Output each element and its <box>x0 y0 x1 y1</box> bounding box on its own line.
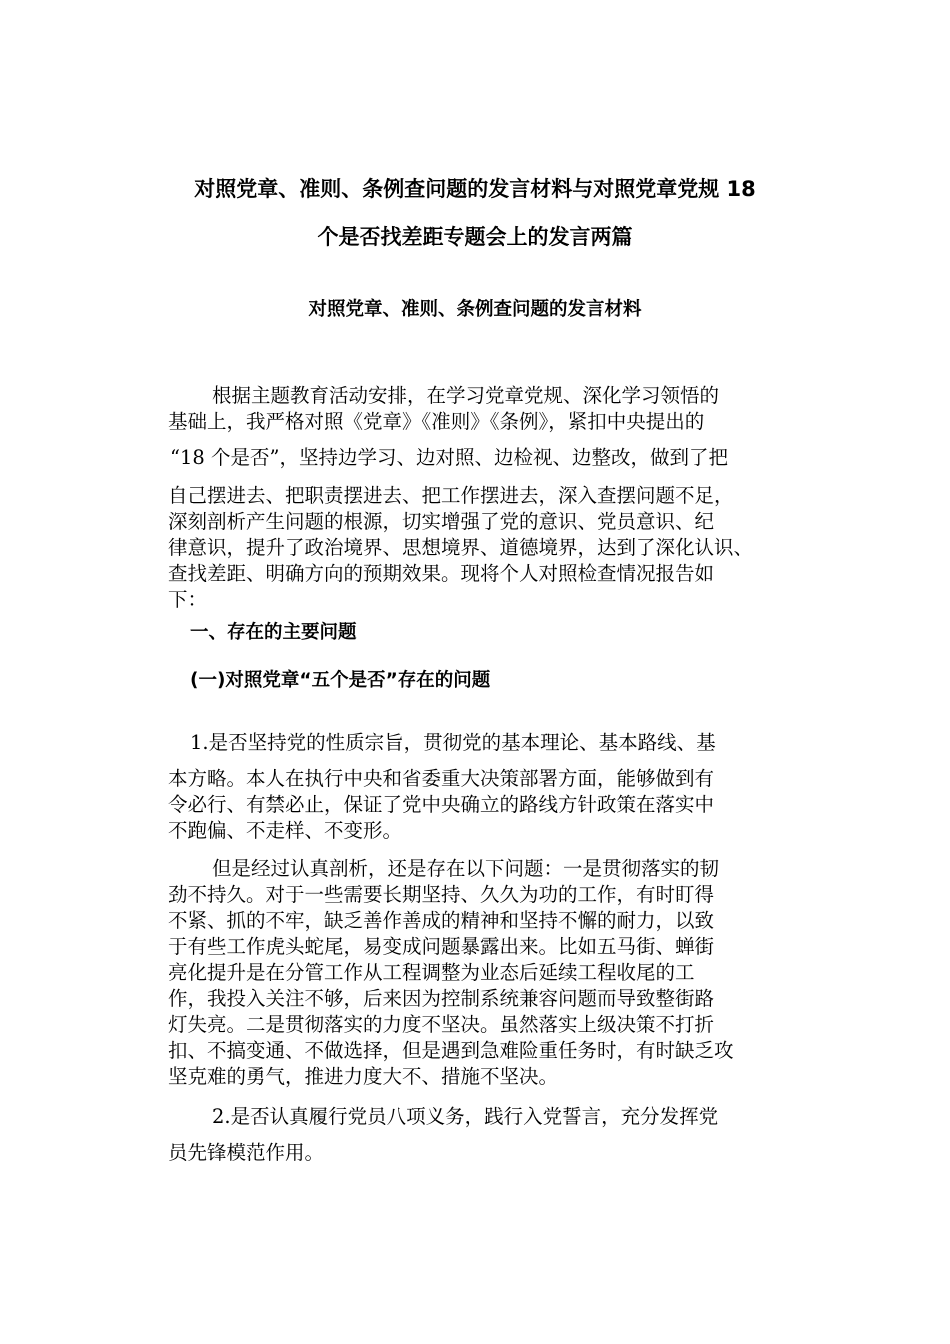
paragraph-line: 深刻剖析产生问题的根源，切实增强了党的意识、党员意识、纪 <box>168 510 715 533</box>
paragraph-line: 亮化提升是在分管工作从工程调整为业态后延续工程收尾的工 <box>168 961 695 984</box>
item-line: 1.是否坚持党的性质宗旨，贯彻党的基本理论、基本路线、基 <box>190 731 716 754</box>
item-line: 本方略。本人在执行中央和省委重大决策部署方面，能够做到有 <box>168 767 715 790</box>
paragraph-line: 下： <box>168 588 208 611</box>
section-heading: 一、存在的主要问题 <box>190 622 357 643</box>
paragraph-line: 律意识，提升了政治境界、思想境界、道德境界，达到了深化认识、 <box>168 536 754 559</box>
paragraph-line: 坚克难的勇气，推进力度大不、措施不坚决。 <box>168 1065 559 1088</box>
paragraph-line: 根据主题教育活动安排，在学习党章党规、深化学习领悟的 <box>212 384 720 407</box>
paragraph-line: 不紧、抓的不牢，缺乏善作善成的精神和坚持不懈的耐力，以致 <box>168 909 715 932</box>
paragraph-line: 但是经过认真剖析，还是存在以下问题：一是贯彻落实的韧 <box>212 857 720 880</box>
paragraph-line: 扣、不搞变通、不做选择，但是遇到急难险重任务时，有时缺乏攻 <box>168 1039 734 1062</box>
item-line: 员先锋模范作用。 <box>168 1141 325 1164</box>
item-line: 不跑偏、不走样、不变形。 <box>168 819 403 842</box>
item-line: 2.是否认真履行党员八项义务，践行入党誓言，充分发挥党 <box>212 1105 719 1128</box>
document-title-line-2: 个是否找差距专题会上的发言两篇 <box>317 225 633 249</box>
document-subtitle: 对照党章、准则、条例查问题的发言材料 <box>308 299 642 320</box>
paragraph-line: 劲不持久。对于一些需要长期坚持、久久为功的工作，有时盯得 <box>168 883 715 906</box>
paragraph-line: 灯失亮。二是贯彻落实的力度不坚决。虽然落实上级决策不打折 <box>168 1013 715 1036</box>
item-line: 令必行、有禁必止，保证了党中央确立的路线方针政策在落实中 <box>168 793 715 816</box>
paragraph-line: 自己摆进去、把职责摆进去、把工作摆进去，深入查摆问题不足， <box>168 484 734 507</box>
paragraph-line: 基础上，我严格对照《党章》《准则》《条例》，紧扣中央提出的 <box>168 410 705 433</box>
subsection-heading: (一)对照党章“五个是否”存在的问题 <box>190 670 491 691</box>
paragraph-line: 查找差距、明确方向的预期效果。现将个人对照检查情况报告如 <box>168 562 715 585</box>
document-title-line-1: 对照党章、准则、条例查问题的发言材料与对照党章党规 18 <box>194 177 756 201</box>
paragraph-line: “18 个是否”，坚持边学习、边对照、边检视、边整改，做到了把 <box>170 446 728 469</box>
paragraph-line: 于有些工作虎头蛇尾，易变成问题暴露出来。比如五马街、蝉街 <box>168 935 715 958</box>
paragraph-line: 作，我投入关注不够，后来因为控制系统兼容问题而导致整街路 <box>168 987 715 1010</box>
